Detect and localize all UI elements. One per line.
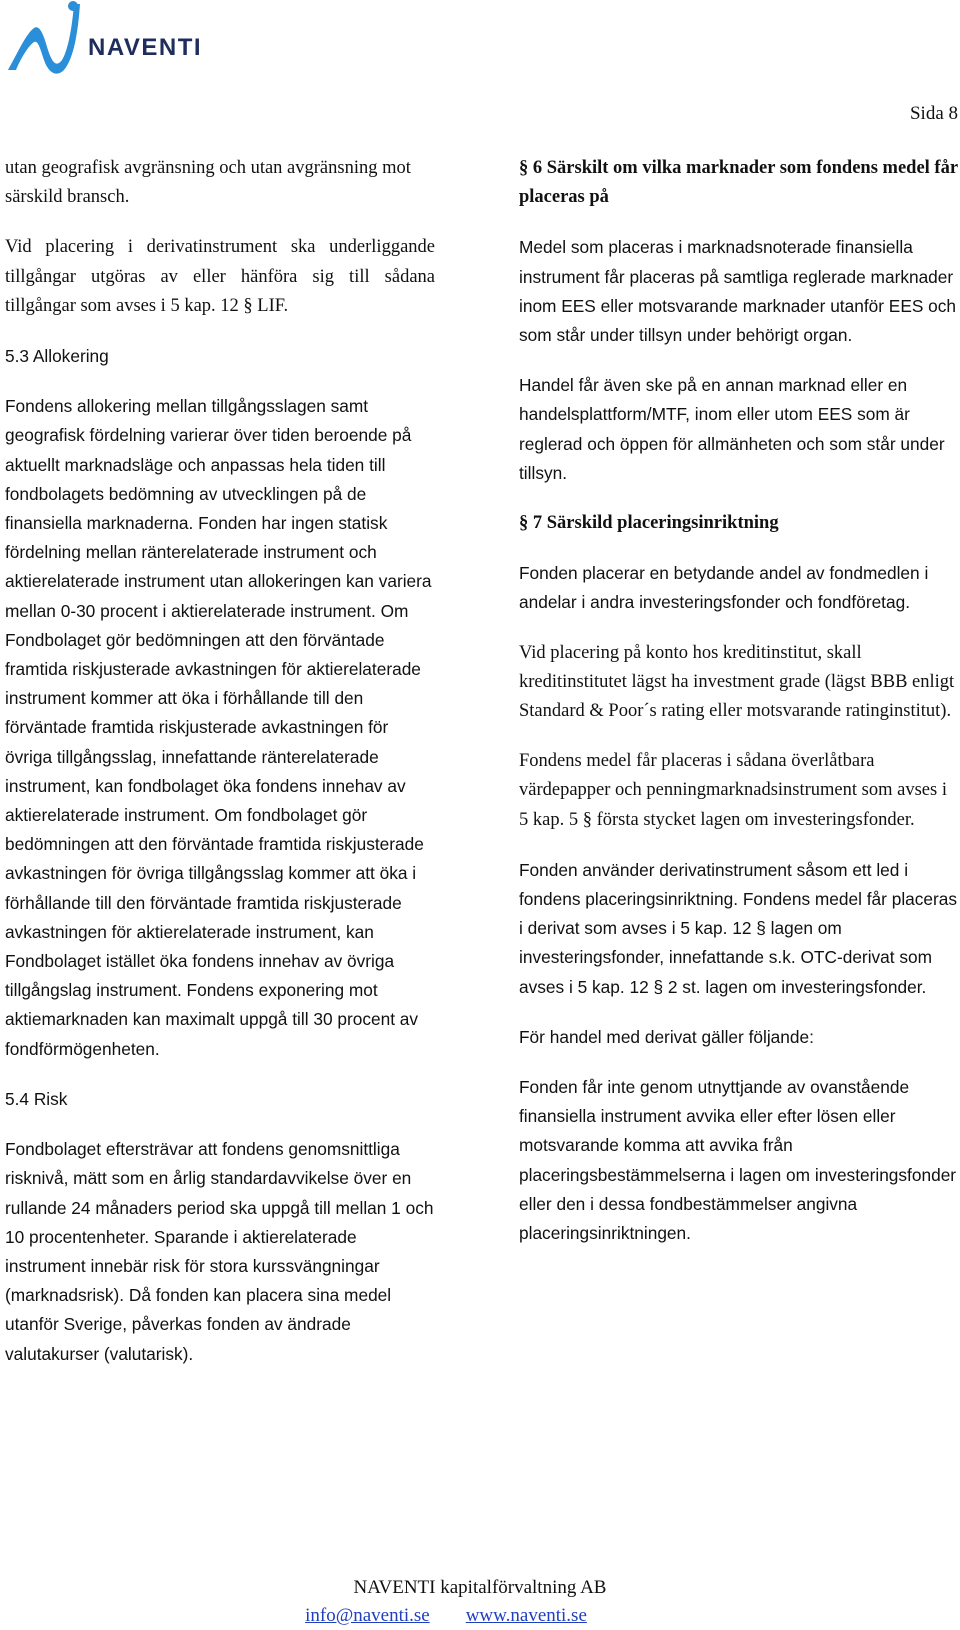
paragraph: Vid placering på konto hos kreditinstitut, skall kreditinstitutet lägst ha investment grade (lägst BBB enligt Standard & Poor´s rating eller motsvarande ratinginstitut). [519, 642, 955, 722]
section-heading: § 6 Särskilt om vilka marknader som fondens medel får placeras på [519, 158, 958, 208]
page-number: Sida 8 [909, 103, 958, 124]
paragraph: Fondens allokering mellan tillgångsslagen samt geografisk fördelning varierar över tiden beroende på aktuellt marknadsläge och anpassas hela tiden till fondbolagets bedömning av utvecklingen på de finansiella marknaderna. Fonden har ingen statisk fördelning mellan ränterelaterade instrument och aktierelaterade instrument utan allokeringen kan variera mellan 0-30 procent i aktierelaterade instrument. Om Fondbolaget gör bedömningen att den förväntade framtida riskjusterade avkastningen för aktierelaterade instrument kommer att öka i förhållande till den förväntade framtida riskjusterade avkastningen för övriga tillgångsslag, innefattande ränterelaterade instrument, kan fondbolaget öka fondens innehav av aktierelaterade instrument. Om fondbolaget gör bedömningen att den förväntade framtida riskjusterade avkastningen för övriga tillgångsslag kommer att öka i förhållande till den förväntade framtida riskjusterade avkastningen för aktierelaterade instrument, kan Fondbolaget istället öka fondens innehav av övriga tillgångslag instrument. Fondens exponering mot aktiemarknaden kan maximalt uppgå till 30 procent av fondförmögenheten. [5, 396, 432, 1059]
paragraph: Medel som placeras i marknadsnoterade finansiella instrument får placeras på samtliga reglerade marknader inom EES eller motsvarande marknader utanför EES och som står under tillsyn under behörigt organ. [519, 237, 957, 346]
naventi-logo [4, 0, 224, 80]
paragraph: Fonden placerar en betydande andel av fondmedlen i andelar i andra investeringsfonder och fondföretag. [519, 563, 929, 613]
paragraph: Fondbolaget eftersträvar att fondens genomsnittliga risknivå, mätt som en årlig standardavvikelse över en rullande 24 månaders period ska uppgå till mellan 1 och 10 procentenheter. Sparande i aktierelaterade instrument innebär risk för stora kurssvängningar (marknadsrisk). Då fonden kan placera sina medel utanför Sverige, påverkas fonden av ändrade valutakurser (valutarisk). [5, 1139, 434, 1364]
logo-wordmark: NAVENTI [88, 34, 203, 61]
section-heading: 5.4 Risk [5, 1088, 68, 1109]
paragraph: Fonden använder derivatinstrument såsom ett led i fondens placeringsinriktning. Fondens medel får placeras i derivat som avses i 5 kap. 12 § lagen om investeringsfonder, innefattande s.k. OTC-derivat som avses i 5 kap. 12 § 2 st. lagen om investeringsfonder. [519, 859, 958, 997]
paragraph: Vid placering i derivatinstrument ska underliggande tillgångar utgöras av eller hänföra sig till sådana tillgångar som avses i 5 kap. 12 § LIF. [5, 237, 435, 316]
paragraph: Fondens medel får placeras i sådana överlåtbara värdepapper och penningmarknadsinstrument som avses i 5 kap. 5 § första stycket lagen om investeringsfonder. [519, 751, 947, 830]
section-heading: § 7 Särskild placeringsinriktning [519, 513, 779, 534]
page-footer [0, 1574, 960, 1630]
paragraph: Handel får även ske på en annan marknad eller en handelsplattform/MTF, inom eller utom EES som är reglerad och öppen för allmänheten och som står under tillsyn. [519, 375, 945, 483]
section-heading: 5.3 Allokering [5, 346, 109, 367]
right-column [519, 154, 959, 1269]
footer-email-link[interactable]: info@naventi.se [305, 1605, 430, 1626]
paragraph: För handel med derivat gäller följande: [519, 1026, 814, 1047]
naventi-logo-mark-icon [4, 0, 94, 80]
footer-company-name: NAVENTI kapitalförvaltning AB [353, 1577, 607, 1598]
footer-links [0, 1602, 960, 1630]
paragraph: Fonden får inte genom utnyttjande av ovanstående finansiella instrument avvika eller efter lösen eller motsvarande komma att avvika från placeringsbestämmelserna i lagen om investeringsfonder eller den i dessa fondbestämmelser angivna placeringsinriktningen. [519, 1077, 957, 1244]
footer-website-link[interactable]: www.naventi.se [465, 1605, 587, 1626]
paragraph: utan geografisk avgränsning och utan avgränsning mot särskild bransch. [5, 158, 411, 208]
left-column [5, 154, 435, 1390]
